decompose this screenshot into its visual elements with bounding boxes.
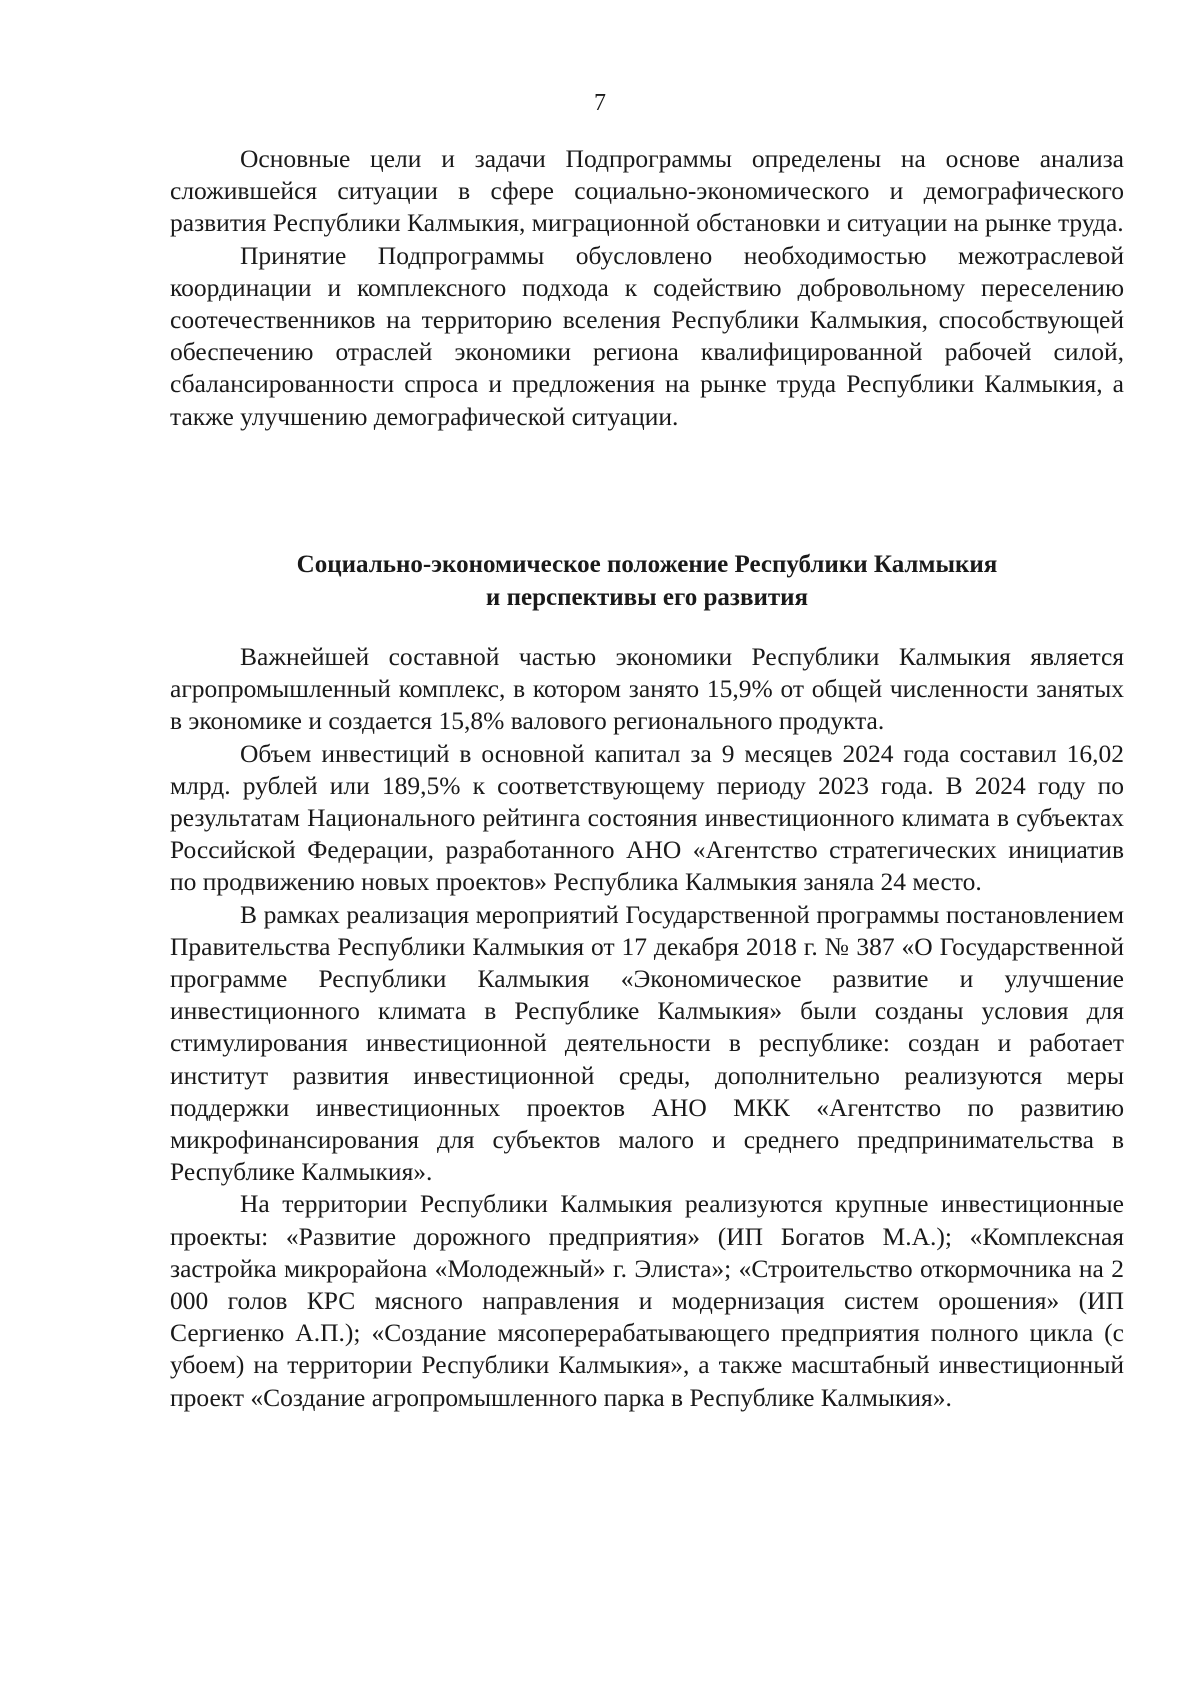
paragraph: Важнейшей составной частью экономики Республики Калмыкия является агропромышленный комплекс, в котором занято 15,9% от общей численности занятых в экономике и создается 15,8% валового регионального продукта.: [170, 642, 1124, 736]
section-heading: [170, 548, 1124, 614]
paragraph: Основные цели и задачи Подпрограммы определены на основе анализа сложившейся ситуации в сфере социально-экономического и демографического развития Республики Калмыкия, миграционной обстановки и ситуации на рынке труда.: [170, 144, 1124, 238]
paragraph: На территории Республики Калмыкия реализуются крупные инвестиционные проекты: «Развитие дорожного предприятия» (ИП Богатов М.А.); «Комплексная застройка микрорайона «Молодежный» г. Элиста»; «Строительство откормочника на 2 000 голов КРС мясного направления и модернизация систем орошения» (ИП Сергиенко А.П.); «Создание мясоперерабатывающего предприятия полного цикла (с убоем) на территории Республики Калмыкия», а также масштабный инвестиционный проект «Создание агропромышленного парка в Республике Калмыкия».: [170, 1189, 1124, 1412]
section-body: [170, 641, 1124, 1414]
paragraph: В рамках реализация мероприятий Государственной программы постановлением Правительства Республики Калмыкия от 17 декабря 2018 г. № 387 «О Государственной программе Республики Калмыкия «Экономическое развитие и улучшение инвестиционного климата в Республике Калмыкия» были созданы условия для стимулирования инвестиционной деятельности в республике: создан и работает институт развития инвестиционной среды, дополнительно реализуются меры поддержки инвестиционных проектов АНО МКК «Агентство по развитию микрофинансирования для субъектов малого и среднего предпринимательства в Республике Калмыкия».: [170, 899, 1124, 1187]
intro-block: [170, 143, 1124, 433]
paragraph: Объем инвестиций в основной капитал за 9 месяцев 2024 года составил 16,02 млрд. рублей или 189,5% к соответствующему периоду 2023 года. В 2024 году по результатам Национального рейтинга состояния инвестиционного климата в субъектах Российской Федерации, разработанного АНО «Агентство стратегических инициатив по продвижению новых проектов» Республика Калмыкия заняла 24 место.: [170, 738, 1124, 897]
page-number: 7: [594, 90, 606, 116]
section-heading-line: Социально-экономическое положение Республики Калмыкия: [296, 551, 998, 578]
paragraph: Принятие Подпрограммы обусловлено необходимостью межотраслевой координации и комплексного подхода к содействию добровольному переселению соотечественников на территорию вселения Республики Калмыкия, способствующей обеспечению отраслей экономики региона квалифицированной рабочей силой, сбалансированности спроса и предложения на рынке труда Республики Калмыкия, а также улучшению демографической ситуации.: [170, 240, 1124, 431]
section-heading-line: и перспективы его развития: [485, 584, 809, 611]
